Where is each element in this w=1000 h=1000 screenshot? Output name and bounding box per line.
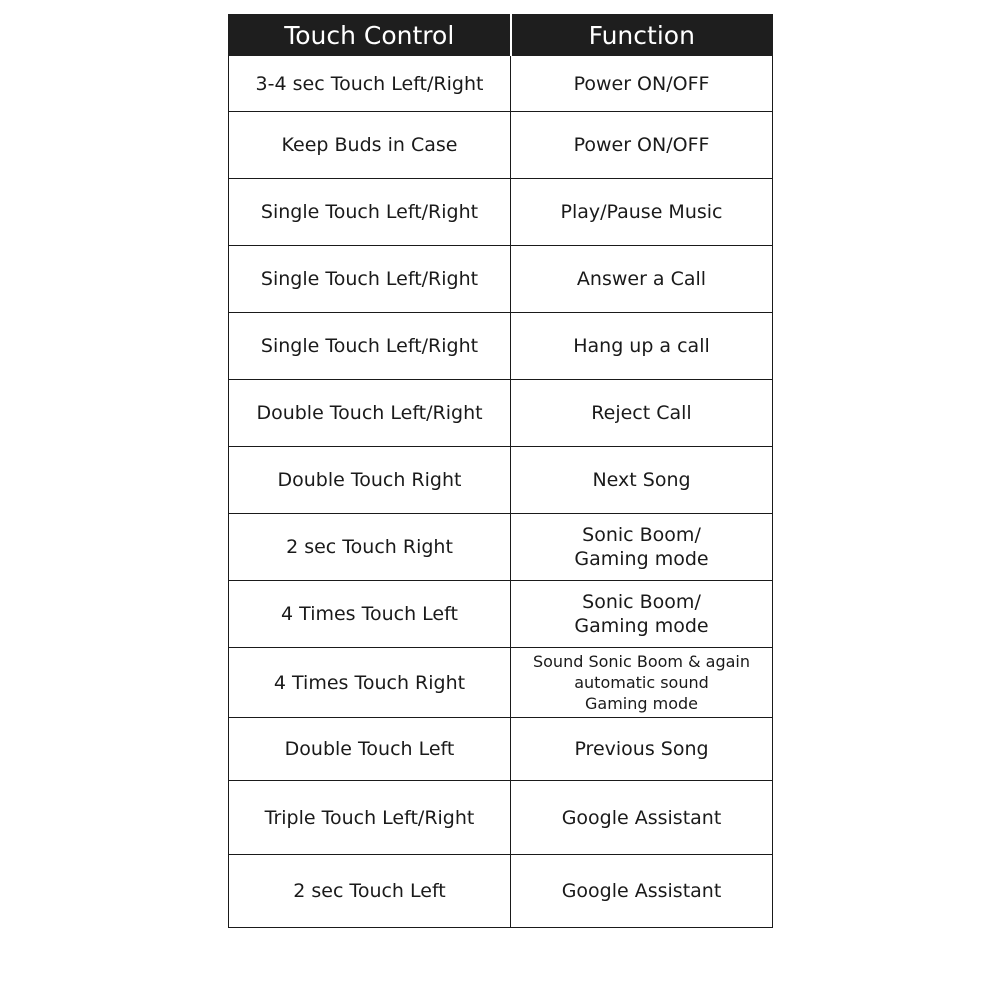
table-row [229,313,773,380]
function-line: Reject Call [591,402,692,424]
function-cell [511,56,773,112]
function-line: Hang up a call [573,335,710,357]
function-line: Previous Song [574,738,709,760]
function-line: Play/Pause Music [560,201,723,223]
function-cell [511,514,773,581]
control-cell: 2 sec Touch Left [229,855,511,928]
control-cell: Keep Buds in Case [229,112,511,179]
function-line: Next Song [592,469,691,491]
control-cell: Double Touch Left/Right [229,380,511,447]
function-line: Google Assistant [561,880,722,902]
function-cell [511,112,773,179]
control-cell: Single Touch Left/Right [229,313,511,380]
function-cell [511,648,773,718]
function-cell [511,855,773,928]
function-cell [511,718,773,781]
control-cell: Double Touch Right [229,447,511,514]
table-row [229,648,773,718]
function-line: Google Assistant [561,806,722,829]
header-touch-control: Touch Control [229,15,511,56]
table-row [229,112,773,179]
table-row [229,514,773,581]
control-cell: Triple Touch Left/Right [229,781,511,855]
function-cell [511,179,773,246]
function-line: Gaming mode [585,694,698,713]
touch-controls-table [228,14,773,928]
function-line: Answer a Call [576,268,707,290]
control-cell: Double Touch Left [229,718,511,781]
table-row [229,855,773,928]
function-cell [511,246,773,313]
function-cell [511,581,773,648]
function-line: Sonic Boom/ [582,524,701,546]
table-row [229,781,773,855]
table-row [229,447,773,514]
control-cell: 2 sec Touch Right [229,514,511,581]
control-cell: 4 Times Touch Right [229,648,511,718]
function-line: Gaming mode [574,548,709,570]
control-cell: Single Touch Left/Right [229,246,511,313]
function-line: Power ON/OFF [573,134,710,156]
table-row [229,581,773,648]
function-cell [511,313,773,380]
function-line: Power ON/OFF [573,72,710,95]
function-cell [511,380,773,447]
table-row [229,380,773,447]
function-line: Sound Sonic Boom & again [532,652,751,671]
header-function: Function [511,15,773,56]
function-line: Gaming mode [574,615,709,637]
function-cell [511,781,773,855]
header-row [229,15,773,56]
control-cell: Single Touch Left/Right [229,179,511,246]
function-cell [511,447,773,514]
table-row [229,718,773,781]
table-row [229,56,773,112]
control-cell: 3-4 sec Touch Left/Right [229,56,511,112]
function-line: automatic sound [574,673,709,692]
function-line: Sonic Boom/ [582,591,701,613]
control-cell: 4 Times Touch Left [229,581,511,648]
table-row [229,246,773,313]
table-row [229,179,773,246]
